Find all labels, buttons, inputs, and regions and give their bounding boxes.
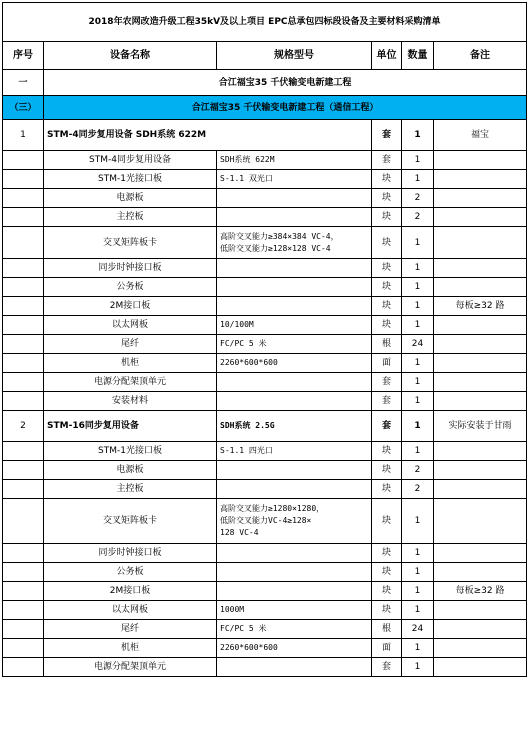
item-note [434, 480, 527, 499]
project-row [3, 70, 527, 96]
header-qty: 数量 [402, 42, 434, 70]
item-qty: 1 [402, 582, 434, 601]
row-seq-empty [3, 151, 44, 170]
item-note [434, 373, 527, 392]
item-unit: 块 [372, 442, 402, 461]
item-qty: 1 [402, 544, 434, 563]
table-row [3, 480, 527, 499]
item-unit: 面 [372, 354, 402, 373]
project-seq: 一 [3, 70, 44, 96]
item-qty: 1 [402, 170, 434, 189]
item-qty: 2 [402, 480, 434, 499]
group-name: STM-16同步复用设备 [44, 411, 217, 442]
item-spec [217, 170, 372, 189]
item-spec [217, 297, 372, 316]
group-unit: 套 [372, 411, 402, 442]
group-spec: SDH系统 2.5G [217, 411, 372, 442]
row-seq-empty [3, 170, 44, 189]
item-name: 主控板 [44, 480, 217, 499]
item-spec [217, 151, 372, 170]
item-name: STM-4同步复用设备 [44, 151, 217, 170]
item-spec [217, 392, 372, 411]
item-qty: 24 [402, 335, 434, 354]
item-note [434, 442, 527, 461]
group-note: 实际安装于甘雨 [434, 411, 527, 442]
table-row [3, 639, 527, 658]
item-note [434, 392, 527, 411]
table-row [3, 461, 527, 480]
item-spec [217, 639, 372, 658]
group-qty: 1 [402, 120, 434, 151]
item-spec [217, 499, 372, 544]
item-spec [217, 544, 372, 563]
row-seq-empty [3, 354, 44, 373]
group-qty: 1 [402, 411, 434, 442]
item-qty: 1 [402, 278, 434, 297]
group-seq: 1 [3, 120, 44, 151]
row-seq-empty [3, 335, 44, 354]
header-spec: 规格型号 [217, 42, 372, 70]
item-spec-line: 2260*600*600 [220, 358, 278, 367]
item-spec [217, 259, 372, 278]
item-spec [217, 335, 372, 354]
item-qty: 2 [402, 461, 434, 480]
table-row [3, 354, 527, 373]
item-name: 同步时钟接口板 [44, 259, 217, 278]
table-row [3, 297, 527, 316]
row-seq-empty [3, 442, 44, 461]
item-qty: 2 [402, 208, 434, 227]
item-note [434, 354, 527, 373]
item-qty: 1 [402, 354, 434, 373]
item-unit: 套 [372, 151, 402, 170]
project-name: 合江福宝35 千伏输变电新建工程 [44, 70, 527, 96]
item-spec [217, 208, 372, 227]
row-seq-empty [3, 278, 44, 297]
table-row [3, 151, 527, 170]
item-unit: 块 [372, 480, 402, 499]
item-unit: 块 [372, 189, 402, 208]
item-qty: 1 [402, 227, 434, 259]
item-unit: 块 [372, 278, 402, 297]
item-qty: 1 [402, 658, 434, 677]
table-row [3, 373, 527, 392]
item-unit: 套 [372, 658, 402, 677]
item-spec [217, 658, 372, 677]
item-name: 尾纤 [44, 620, 217, 639]
table-row [3, 316, 527, 335]
item-qty: 1 [402, 442, 434, 461]
item-spec [217, 278, 372, 297]
item-qty: 1 [402, 392, 434, 411]
row-seq-empty [3, 259, 44, 278]
item-unit: 块 [372, 563, 402, 582]
item-note: 每板≥32 路 [434, 297, 527, 316]
item-name: 公务板 [44, 278, 217, 297]
item-note [434, 544, 527, 563]
item-note [434, 499, 527, 544]
header-unit: 单位 [372, 42, 402, 70]
item-unit: 块 [372, 316, 402, 335]
item-qty: 1 [402, 316, 434, 335]
group-unit: 套 [372, 120, 402, 151]
item-unit: 块 [372, 601, 402, 620]
item-unit: 套 [372, 373, 402, 392]
item-note [434, 208, 527, 227]
sub-project-seq: （三） [3, 96, 44, 120]
item-note [434, 620, 527, 639]
header-name: 设备名称 [44, 42, 217, 70]
item-qty: 1 [402, 563, 434, 582]
table-row [3, 658, 527, 677]
table-row [3, 442, 527, 461]
item-spec-line: 高阶交叉能力≥384×384 VC-4， [220, 231, 339, 241]
row-seq-empty [3, 316, 44, 335]
row-seq-empty [3, 392, 44, 411]
item-spec-line: 10/100M [220, 320, 254, 329]
group-name: STM-4同步复用设备 SDH系统 622M [44, 120, 372, 151]
item-spec-line: 128 VC-4 [220, 528, 259, 537]
item-spec [217, 563, 372, 582]
item-note [434, 151, 527, 170]
title-row [3, 3, 527, 42]
item-note [434, 227, 527, 259]
item-note [434, 278, 527, 297]
row-seq-empty [3, 620, 44, 639]
row-seq-empty [3, 544, 44, 563]
item-unit: 块 [372, 297, 402, 316]
item-note [434, 189, 527, 208]
item-name: STM-1光接口板 [44, 170, 217, 189]
item-unit: 块 [372, 259, 402, 278]
item-qty: 1 [402, 373, 434, 392]
table-row [3, 499, 527, 544]
item-unit: 块 [372, 170, 402, 189]
item-qty: 24 [402, 620, 434, 639]
procurement-table [2, 2, 527, 677]
table-row [3, 392, 527, 411]
row-seq-empty [3, 658, 44, 677]
table-row [3, 601, 527, 620]
row-seq-empty [3, 639, 44, 658]
sub-project-row [3, 96, 527, 120]
header-row [3, 42, 527, 70]
table-row [3, 563, 527, 582]
item-spec [217, 373, 372, 392]
item-name: 机柜 [44, 639, 217, 658]
item-qty: 1 [402, 297, 434, 316]
row-seq-empty [3, 227, 44, 259]
item-spec [217, 601, 372, 620]
item-spec [217, 442, 372, 461]
table-row [3, 208, 527, 227]
row-seq-empty [3, 563, 44, 582]
row-seq-empty [3, 480, 44, 499]
table-row [3, 259, 527, 278]
item-unit: 块 [372, 499, 402, 544]
item-note [434, 259, 527, 278]
sub-project-name: 合江福宝35 千伏输变电新建工程（通信工程） [44, 96, 527, 120]
item-spec-line: S-1.1 四光口 [220, 446, 273, 455]
table-row [3, 582, 527, 601]
group-note: 福宝 [434, 120, 527, 151]
item-name: 2M接口板 [44, 582, 217, 601]
item-unit: 块 [372, 544, 402, 563]
item-name: 电源板 [44, 189, 217, 208]
item-note [434, 639, 527, 658]
item-spec-line: S-1.1 双光口 [220, 174, 273, 183]
row-seq-empty [3, 582, 44, 601]
item-spec [217, 354, 372, 373]
row-seq-empty [3, 461, 44, 480]
item-spec-line: FC/PC 5 米 [220, 624, 267, 633]
item-qty: 1 [402, 259, 434, 278]
table-row [3, 544, 527, 563]
row-seq-empty [3, 208, 44, 227]
item-note [434, 601, 527, 620]
item-spec [217, 316, 372, 335]
item-name: 以太网板 [44, 316, 217, 335]
row-seq-empty [3, 373, 44, 392]
table-title: 2018年农网改造升级工程35kV及以上项目 EPC总承包四标段设备及主要材料采购清单 [3, 3, 527, 42]
item-name: 交叉矩阵板卡 [44, 499, 217, 544]
item-spec-line: SDH系统 622M [220, 155, 275, 164]
item-name: 以太网板 [44, 601, 217, 620]
item-spec-line: 高阶交叉能力≥1280×1280， [220, 504, 325, 513]
row-seq-empty [3, 297, 44, 316]
item-name: 主控板 [44, 208, 217, 227]
item-spec-line: 2260*600*600 [220, 643, 278, 652]
item-unit: 块 [372, 582, 402, 601]
item-name: 2M接口板 [44, 297, 217, 316]
item-spec-line: 低阶交叉能力≥128×128 VC-4 [220, 243, 331, 253]
item-note [434, 563, 527, 582]
item-unit: 块 [372, 208, 402, 227]
item-unit: 根 [372, 335, 402, 354]
item-unit: 块 [372, 461, 402, 480]
item-name: 尾纤 [44, 335, 217, 354]
item-spec [217, 620, 372, 639]
item-note [434, 658, 527, 677]
item-name: 交叉矩阵板卡 [44, 227, 217, 259]
item-name: 电源板 [44, 461, 217, 480]
item-spec [217, 227, 372, 259]
item-unit: 套 [372, 392, 402, 411]
row-seq-empty [3, 189, 44, 208]
table-row [3, 335, 527, 354]
item-unit: 根 [372, 620, 402, 639]
group-row [3, 411, 527, 442]
item-qty: 1 [402, 639, 434, 658]
row-seq-empty [3, 499, 44, 544]
item-note [434, 335, 527, 354]
item-spec [217, 189, 372, 208]
item-unit: 面 [372, 639, 402, 658]
item-note: 每板≥32 路 [434, 582, 527, 601]
item-name: 机柜 [44, 354, 217, 373]
item-note [434, 461, 527, 480]
table-row [3, 189, 527, 208]
item-qty: 1 [402, 601, 434, 620]
table-row [3, 227, 527, 259]
item-spec [217, 582, 372, 601]
item-name: 同步时钟接口板 [44, 544, 217, 563]
row-seq-empty [3, 601, 44, 620]
item-qty: 1 [402, 499, 434, 544]
item-spec [217, 461, 372, 480]
item-spec [217, 480, 372, 499]
item-qty: 2 [402, 189, 434, 208]
item-note [434, 316, 527, 335]
item-name: 电源分配架顶单元 [44, 373, 217, 392]
item-spec-line: FC/PC 5 米 [220, 339, 267, 348]
item-unit: 块 [372, 227, 402, 259]
item-name: STM-1光接口板 [44, 442, 217, 461]
table-row [3, 170, 527, 189]
group-seq: 2 [3, 411, 44, 442]
item-note [434, 170, 527, 189]
table-row [3, 620, 527, 639]
item-name: 公务板 [44, 563, 217, 582]
item-spec-line: 1000M [220, 605, 245, 614]
item-name: 电源分配架顶单元 [44, 658, 217, 677]
table-row [3, 278, 527, 297]
group-row [3, 120, 527, 151]
item-name: 安装材料 [44, 392, 217, 411]
header-seq: 序号 [3, 42, 44, 70]
header-note: 备注 [434, 42, 527, 70]
item-qty: 1 [402, 151, 434, 170]
item-spec-line: 低阶交叉能力VC-4≥128× [220, 516, 312, 525]
